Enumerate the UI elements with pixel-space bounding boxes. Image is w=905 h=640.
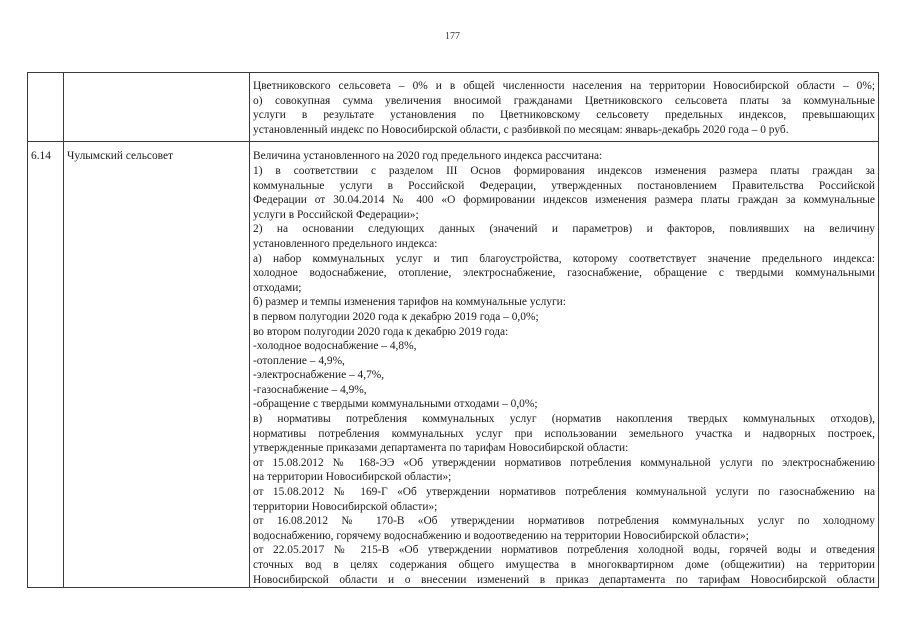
- text-line: -холодное водоснабжение – 4,8%,: [253, 340, 417, 353]
- text-line: а) набор коммунальных услуг и тип благоустройства, которому соответствует значение предельного индекса:: [253, 252, 875, 265]
- row-text-cell: [250, 142, 879, 588]
- text-line: на территории Новосибирской области»;: [253, 471, 452, 484]
- row-number-cell: 6.14: [28, 142, 64, 588]
- text-line: -газоснабжение – 4,9%,: [253, 383, 367, 396]
- table-row: [28, 142, 879, 588]
- row-text-cell: [250, 73, 879, 142]
- text-line: Федерации от 30.04.2014 № 400 «О формировании индексов изменения размера платы граждан за коммунальные: [253, 194, 875, 207]
- text-line: -обращение с твердыми коммунальными отходами – 0,0%;: [253, 398, 538, 411]
- text-line: сточных вод в целях содержания общего имущества в многоквартирном доме (общежитии) на территории: [253, 559, 875, 571]
- text-line: -отопление – 4,9%,: [253, 354, 345, 367]
- text-line: от 16.08.2012 № 170-В «Об утверждении нормативов потребления коммунальных услуг по холодному: [253, 515, 875, 528]
- page-number: 177: [445, 31, 460, 42]
- text-line: водоснабжению, горячему водоснабжению и водоотведению на территории Новосибирской области»;: [253, 529, 749, 542]
- text-line: 1) в соответствии с разделом III Основ формирования индексов изменения размера платы граждан за: [253, 164, 875, 177]
- text-line: услуги в результате установления по Цветниковскому сельсовету предельных индексов, превышающих: [253, 109, 875, 122]
- table-row: [28, 73, 879, 142]
- text-line: установленный индекс по Новосибирской области, с разбивкой по месяцам: январь-декабрь 2020 года – 0 руб.: [253, 123, 789, 136]
- text-line: коммунальные услуги в Российской Федерации, утвержденных постановлением Правительства Российской: [253, 179, 875, 192]
- document-table: [27, 72, 879, 588]
- text-line: Новосибирской области и о внесении изменений в приказ департамента по тарифам Новосибирской области: [253, 573, 875, 586]
- text-line: Цветниковского сельсовета – 0% и в общей численности населения на территории Новосибирской области – 0%;: [253, 80, 875, 92]
- text-line: во втором полугодии 2020 года к декабрю 2019 года:: [253, 325, 509, 338]
- text-line: -электроснабжение – 4,7%,: [253, 369, 385, 382]
- text-line: в) нормативы потребления коммунальных услуг (норматив накопления твердых коммунальных отходов),: [253, 413, 875, 426]
- text-line: нормативы потребления коммунальных услуг при использовании земельного участка и надворных построек,: [253, 427, 875, 440]
- text-line: от 15.08.2012 № 168-ЭЭ «Об утверждении нормативов потребления коммунальной услуги по электроснабжению: [253, 456, 875, 469]
- text-line: услуги в Российской Федерации»;: [253, 208, 419, 221]
- row-number-cell: [28, 73, 64, 142]
- text-line: в первом полугодии 2020 года к декабрю 2019 года – 0,0%;: [253, 310, 539, 323]
- text-line: о) совокупная сумма увеличения вносимой гражданами Цветниковского сельсовета платы за коммунальные: [253, 94, 875, 107]
- text-line: отходами;: [253, 281, 302, 294]
- row-name-cell: [64, 73, 250, 142]
- text-line: от 15.08.2012 № 169-Г «Об утверждении нормативов потребления коммунальной услуги по газоснабжению на: [253, 486, 875, 499]
- text-line: б) размер и темпы изменения тарифов на коммунальные услуги:: [253, 296, 566, 309]
- text-line: Величина установленного на 2020 год предельного индекса рассчитана:: [253, 150, 603, 163]
- text-line: установленного предельного индекса:: [253, 237, 438, 250]
- text-line: от 22.05.2017 № 215-В «Об утверждении нормативов потребления холодной воды, горячей воды и отведения: [253, 544, 875, 557]
- text-line: территории Новосибирской области»;: [253, 500, 438, 513]
- row-name-cell: Чулымский сельсовет: [64, 142, 250, 588]
- text-line: холодное водоснабжение, отопление, электроснабжение, газоснабжение, обращение с твердыми коммунальными: [253, 267, 875, 280]
- text-line: 2) на основании следующих данных (значений и параметров) и факторов, повлиявших на величину: [253, 223, 875, 236]
- text-line: утвержденные приказами департамента по тарифам Новосибирской области:: [253, 442, 629, 455]
